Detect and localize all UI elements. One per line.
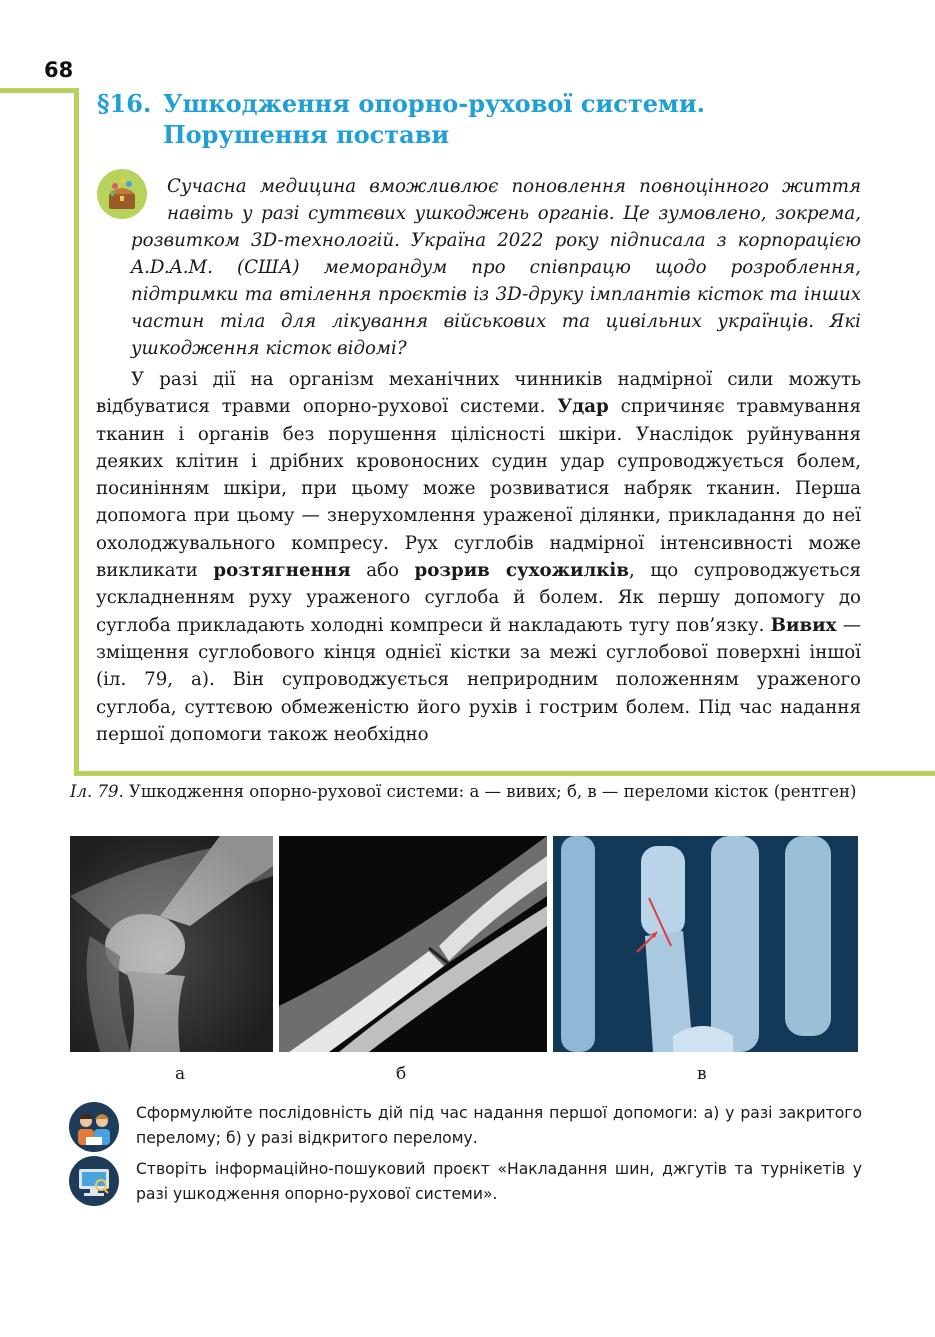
figure-sublabel-v: в <box>697 1064 707 1084</box>
body-paragraph <box>96 366 861 748</box>
figure-sublabel-a: а <box>175 1064 186 1084</box>
xray-forearm-fracture-image <box>279 836 547 1052</box>
term-vyvykh: Вивих <box>770 614 837 636</box>
section-title <box>97 88 857 150</box>
body-text-part: , що супроводжується ускладненням руху ураженого суглоба й болем. Як першу допомогу до суглоба прикладають холодні компреси й накладають тугу пов’язку. <box>96 560 861 636</box>
term-udar: Удар <box>557 396 609 418</box>
page-number: 68 <box>44 58 74 82</box>
frame-border-left <box>74 88 79 776</box>
task-first-aid-sequence: Сформулюйте послідовність дій під час надання першої допомоги: а) у разі закритого перелому; б) у разі відкритого перелому. <box>136 1104 862 1147</box>
body-text-part: — зміщення суглобового кінця однієї кістки за межі суглобової поверхні іншої (іл. 79, а). Він супроводжується неприродним положенням ураженого суглоба, суттєвою обмеженістю його рухів і гострим болем. Під час надання першої допомоги також необхідно <box>96 614 861 745</box>
section-title-line2: Порушення постави <box>163 120 450 149</box>
intro-paragraph: Сучасна медицина вможливлює поновлення повноцінного життя навіть у разі суттєвих ушкоджень органів. Це зумовлено, зокрема, розвитком 3D-технологій. Україна 2022 року підписала з корпорацією A.D.A.M. (США) меморандум про співпрацю щодо розроблення, підтримки та втілення проєктів із 3D-друку імплантів кісток та інших частин тіла для лікування військових та цивільних українців. Які ушкодження кісток відомі? <box>131 176 861 359</box>
students-discussion-icon <box>68 1101 120 1153</box>
section-number: §16. <box>97 89 152 118</box>
frame-border-top <box>0 88 79 93</box>
figure-sublabel-b: б <box>396 1064 407 1084</box>
body-text-part: У разі дії на організм механічних чинників надмірної сили можуть відбуватися травми опорно-рухової системи. <box>96 369 861 418</box>
section-title-line1: Ушкодження опорно-рухової системи. <box>163 89 706 118</box>
task-research-project: Створіть інформаційно-пошуковий проєкт «Накладання шин, джгутів та турнікетів у разі ушкодження опорно-рухової системи». <box>136 1160 862 1203</box>
xray-finger-fracture-image <box>553 836 858 1052</box>
term-rozryv-sukhozhylkiv: розрив сухожилків <box>414 560 629 582</box>
computer-research-icon <box>68 1155 120 1207</box>
xray-dislocation-image <box>70 836 273 1052</box>
frame-border-bottom <box>74 771 935 776</box>
body-text-part: або <box>350 560 415 582</box>
body-text-part: спричиняє травмування тканин і органів без порушення цілісності шкіри. Унаслідок руйнування деяких клітин і дрібних кровоносних судин удар супроводжується болем, посинінням шкіри, при цьому може розвиватися набряк тканин. Перша допомога при цьому — знерухомлення ураженої ділянки, прикладання до неї охолоджувального компресу. Рух суглобів надмірної інтенсивності може викликати <box>96 396 861 582</box>
figure-label: Іл. 79. <box>70 782 124 801</box>
figure-caption-text: Ушкодження опорно-рухової системи: а — вивих; б, в — переломи кісток (рентген) <box>123 782 857 801</box>
term-roztiahnennia: розтягнення <box>213 560 351 582</box>
figure-caption <box>70 780 862 804</box>
